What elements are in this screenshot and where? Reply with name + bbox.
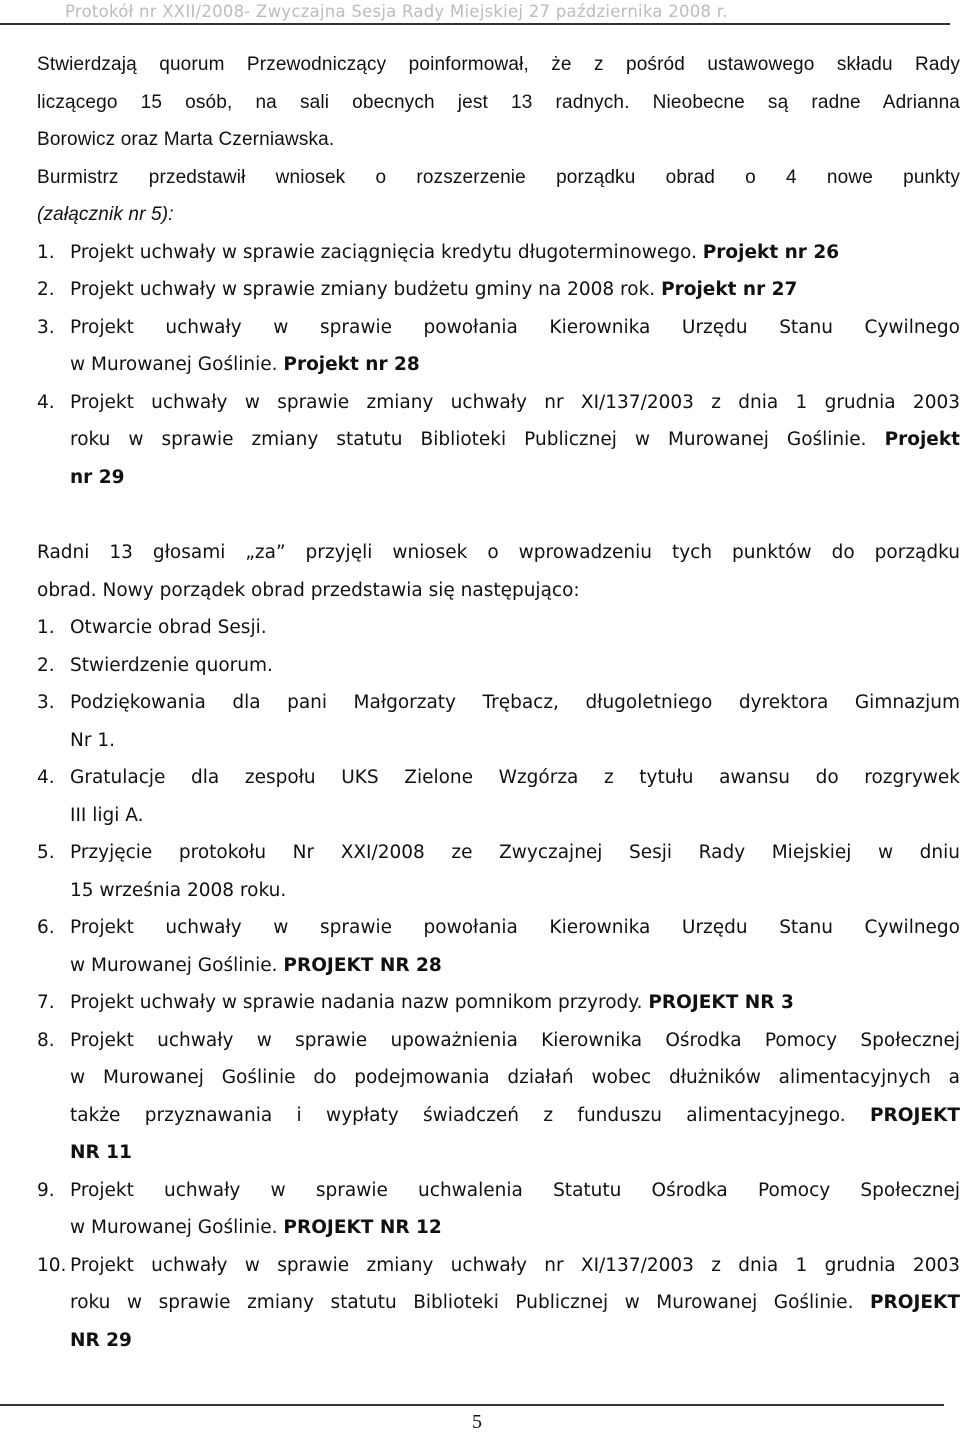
agenda-item-4 <box>37 759 960 834</box>
item-text-line-1: Podziękowania dla pani Małgorzaty Trębacz, długoletniego dyrektora Gimnazjum <box>70 692 960 713</box>
proposal-item-1 <box>37 234 960 272</box>
item-text-line-3: także przyznawania i wypłaty świadczeń z funduszu alimentacyjnego. <box>70 1104 846 1126</box>
project-number: Projekt nr 27 <box>661 279 798 300</box>
quorum-line-2: liczącego 15 osób, na sali obecnych jest 13 radnych. Nieobecne są radne Adrianna <box>37 91 960 113</box>
project-number: Projekt nr 28 <box>283 354 420 375</box>
agenda-item-8 <box>37 1022 960 1172</box>
item-text: Stwierdzenie quorum. <box>70 654 273 676</box>
item-text-line-1: Projekt uchwały w sprawie zmiany uchwały nr XI/137/2003 z dnia 1 grudnia 2003 <box>70 1254 960 1276</box>
proposal-line-1: Burmistrz przedstawił wniosek o rozszerzenie porządku obrad o 4 nowe punkty <box>37 166 960 188</box>
quorum-line-3: Borowicz oraz Marta Czerniawska. <box>37 129 335 150</box>
item-number: 4. <box>37 767 55 788</box>
page-header <box>0 0 960 26</box>
agenda-item-7 <box>37 984 960 1022</box>
proposal-line-2 <box>37 196 960 234</box>
item-text-line-1: Gratulacje dla zespołu UKS Zielone Wzgórza z tytułu awansu do rozgrywek <box>70 767 960 788</box>
agenda-item-9 <box>37 1172 960 1247</box>
item-number: 5. <box>37 842 55 863</box>
item-text-line-2: w Murowanej Goślinie do podejmowania działań wobec dłużników alimentacyjnych a <box>70 1067 960 1088</box>
project-number: PROJEKT NR 3 <box>648 992 794 1013</box>
item-number: 6. <box>37 917 55 938</box>
agenda-item-3 <box>37 684 960 759</box>
intro-section <box>37 46 960 234</box>
item-text-line-2: roku w sprawie zmiany statutu Biblioteki Publicznej w Murowanej Goślinie. <box>70 1292 854 1313</box>
item-number: 4. <box>37 391 55 413</box>
item-text-line-2: w Murowanej Goślinie. <box>70 1217 278 1238</box>
item-number: 9. <box>37 1179 55 1201</box>
project-label: PROJEKT <box>869 1104 960 1126</box>
item-text-line-1: Projekt uchwały w sprawie uchwalenia Statutu Ośrodka Pomocy Społecznej <box>70 1179 960 1201</box>
item-number: 7. <box>37 992 55 1013</box>
item-text-line-1: Przyjęcie protokołu Nr XXI/2008 ze Zwyczajnej Sesji Rady Miejskiej w dniu <box>70 842 960 863</box>
item-text-line-2: roku w sprawie zmiany statutu Biblioteki Publicznej w Murowanej Goślinie. <box>70 429 867 450</box>
item-number: 2. <box>37 654 55 676</box>
vote-line-1: Radni 13 głosami „za” przyjęli wniosek o wprowadzeniu tych punktów do porządku <box>37 542 960 563</box>
item-text: Otwarcie obrad Sesji. <box>70 617 267 638</box>
item-text-line-1: Projekt uchwały w sprawie zmiany uchwały nr XI/137/2003 z dnia 1 grudnia 2003 <box>70 391 960 413</box>
agenda-item-1 <box>37 609 960 647</box>
proposal-item-4 <box>37 384 960 497</box>
item-text-line-2: w Murowanej Goślinie. <box>70 354 278 375</box>
document-body <box>37 46 960 1359</box>
item-text-line-1: Projekt uchwały w sprawie powołania Kierownika Urzędu Stanu Cywilnego <box>70 917 960 938</box>
item-number: 2. <box>37 279 55 300</box>
item-number: 8. <box>37 1029 55 1051</box>
item-text-line-1: Projekt uchwały w sprawie upoważnienia Kierownika Ośrodka Pomocy Społecznej <box>70 1029 960 1051</box>
item-text: Projekt uchwały w sprawie zmiany budżetu gminy na 2008 rok. <box>70 279 656 300</box>
annex-reference: (załącznik nr 5): <box>37 204 174 225</box>
item-text-line-2: w Murowanej Goślinie. <box>70 954 278 976</box>
item-text-line-2: 15 września 2008 roku. <box>70 879 287 901</box>
agenda-item-10 <box>37 1247 960 1360</box>
item-number: 3. <box>37 692 55 713</box>
item-text: Projekt uchwały w sprawie zaciągnięcia kredytu długoterminowego. <box>70 241 697 263</box>
project-label: Projekt <box>884 429 960 450</box>
project-number: Projekt nr 26 <box>702 241 840 263</box>
item-text-line-1: Projekt uchwały w sprawie powołania Kierownika Urzędu Stanu Cywilnego <box>70 316 960 338</box>
project-number: NR 29 <box>70 1329 132 1351</box>
agenda-item-6 <box>37 909 960 984</box>
project-number: PROJEKT NR 28 <box>283 954 442 976</box>
project-number: nr 29 <box>70 466 125 488</box>
page-number: 5 <box>472 1411 482 1433</box>
project-label: PROJEKT <box>869 1292 960 1313</box>
item-text: Projekt uchwały w sprawie nadania nazw pomnikom przyrody. <box>70 992 643 1013</box>
header-title: Protokół nr XXII/2008- Zwyczajna Sesja Rady Miejskiej 27 października 2008 r. <box>65 2 728 21</box>
agenda-item-2 <box>37 647 960 685</box>
proposal-item-3 <box>37 309 960 384</box>
proposal-item-2 <box>37 271 960 309</box>
item-number: 1. <box>37 617 55 638</box>
item-text-line-2: Nr 1. <box>70 729 115 751</box>
agenda-item-5 <box>37 834 960 909</box>
item-number: 3. <box>37 316 55 338</box>
item-number: 1. <box>37 241 55 263</box>
footer-rule <box>0 1404 944 1406</box>
vote-line-2: obrad. Nowy porządek obrad przedstawia się następująco: <box>37 579 580 601</box>
project-number: PROJEKT NR 12 <box>283 1217 442 1238</box>
header-rule <box>0 23 950 25</box>
item-number: 10. <box>37 1254 67 1276</box>
quorum-line-1: Stwierdzają quorum Przewodniczący poinformował, że z pośród ustawowego składu Rady <box>37 54 960 75</box>
item-text-line-2: III ligi A. <box>70 804 144 826</box>
project-number: NR 11 <box>70 1142 132 1163</box>
